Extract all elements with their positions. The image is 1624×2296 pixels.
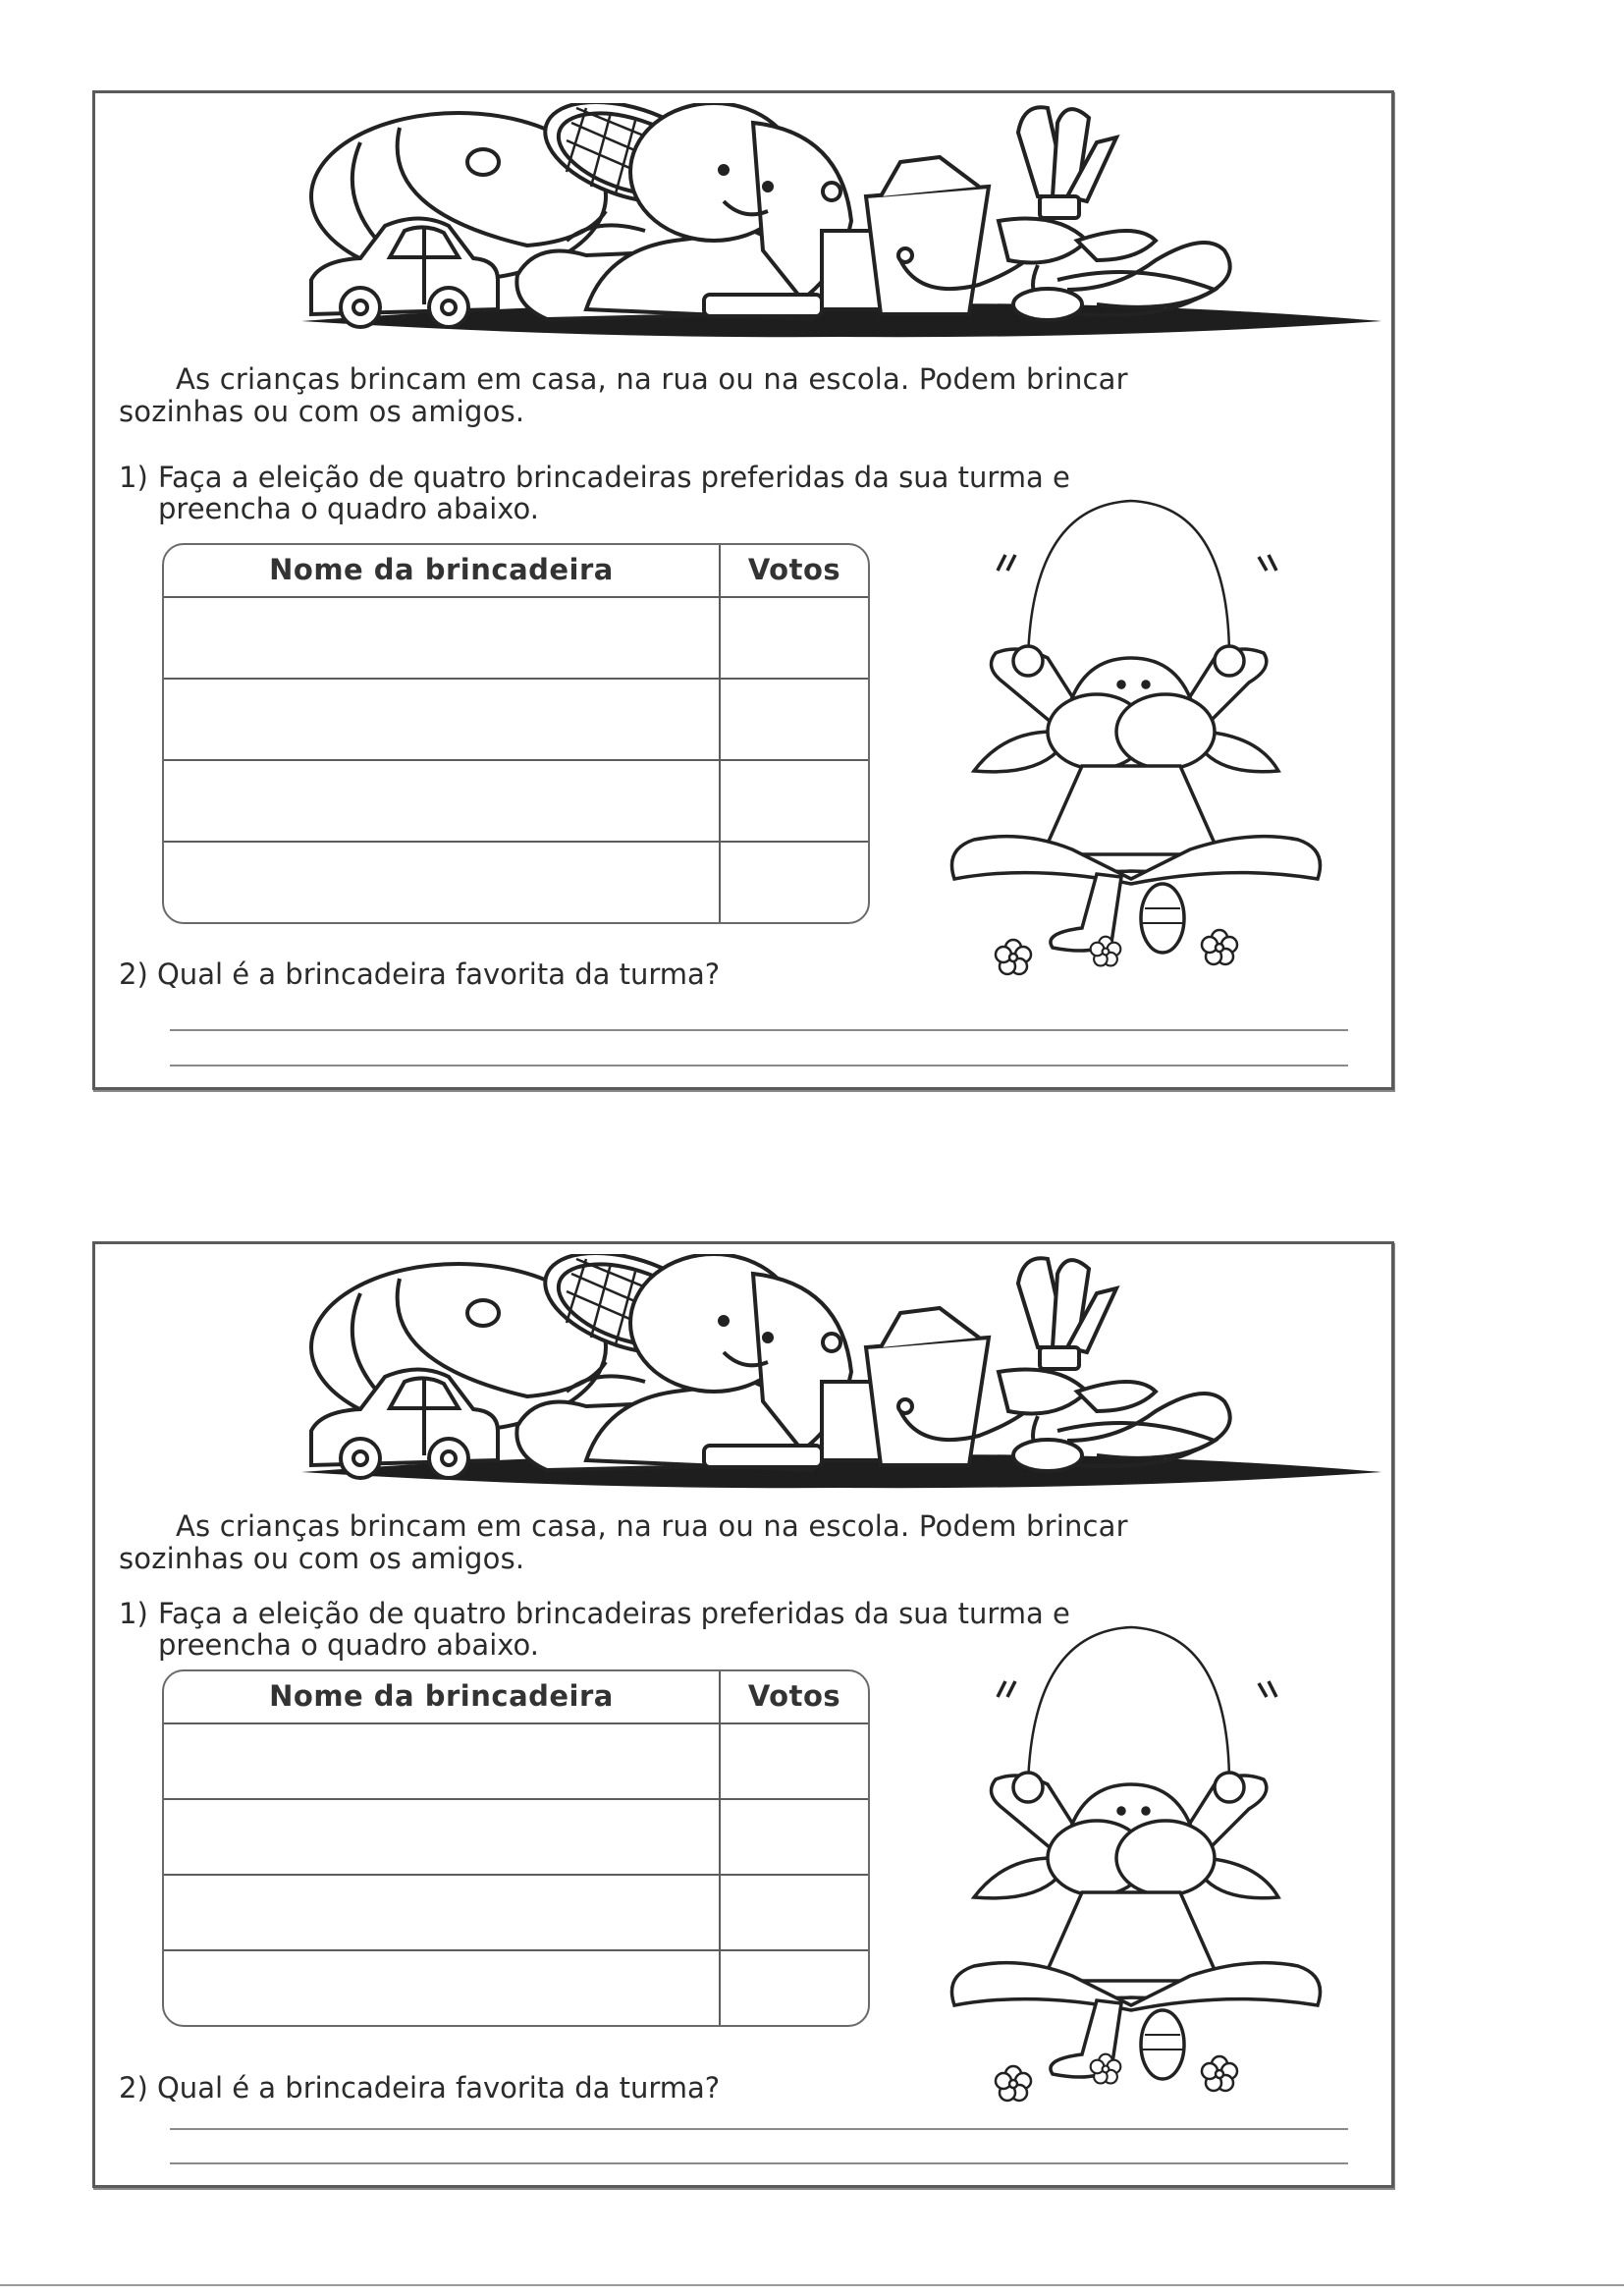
question-1-number: 1): [119, 461, 148, 494]
votes-cell[interactable]: [721, 598, 868, 678]
answer-line-2[interactable]: [170, 2162, 1348, 2164]
question-1-line-2: preencha o quadro abaixo.: [158, 1628, 539, 1662]
flower-icon: [1087, 935, 1124, 968]
table-row: [164, 841, 868, 922]
worksheet-card-2: [92, 1241, 1394, 2188]
game-name-cell[interactable]: [164, 1724, 721, 1798]
votes-table: [162, 1669, 870, 2027]
game-name-cell[interactable]: [164, 680, 721, 759]
answer-line-1[interactable]: [170, 1029, 1348, 1031]
table-row: [164, 1722, 868, 1798]
question-2: 2) Qual é a brincadeira favorita da turma?: [119, 957, 721, 991]
votes-cell[interactable]: [721, 843, 868, 922]
table-row: [164, 596, 868, 678]
game-name-cell[interactable]: [164, 1951, 721, 2025]
toys-banner-illustration: [292, 103, 1401, 344]
table-header-row: [164, 545, 868, 596]
table-row: [164, 1949, 868, 2025]
votes-table: [162, 543, 870, 924]
girl-jumping-rope-illustration: [935, 486, 1347, 1016]
intro-line-1: As crianças brincam em casa, na rua ou na escola. Podem brincar: [176, 362, 1128, 396]
header-game-name: Nome da brincadeira: [164, 545, 721, 596]
question-1-number: 1): [119, 1597, 148, 1630]
table-row: [164, 759, 868, 841]
question-1-line-1: Faça a eleição de quatro brincadeiras preferidas da sua turma e: [158, 461, 1070, 494]
table-header-row: [164, 1671, 868, 1722]
game-name-cell[interactable]: [164, 843, 721, 922]
votes-cell[interactable]: [721, 1951, 868, 2025]
intro-text: [119, 1510, 1366, 1575]
flower-icon: [1087, 2052, 1124, 2086]
votes-cell[interactable]: [721, 1876, 868, 1949]
header-game-name: Nome da brincadeira: [164, 1671, 721, 1722]
intro-text: [119, 363, 1366, 428]
header-votes: Votos: [747, 553, 841, 586]
votes-cell[interactable]: [721, 1800, 868, 1874]
answer-line-2[interactable]: [170, 1065, 1348, 1066]
votes-cell[interactable]: [721, 680, 868, 759]
table-row: [164, 678, 868, 759]
question-1-line-1: Faça a eleição de quatro brincadeiras preferidas da sua turma e: [158, 1597, 1070, 1630]
answer-line-1[interactable]: [170, 2128, 1348, 2130]
votes-cell[interactable]: [721, 761, 868, 841]
table-row: [164, 1798, 868, 1874]
intro-line-2: sozinhas ou com os amigos.: [119, 395, 525, 428]
question-2: 2) Qual é a brincadeira favorita da turma?: [119, 2071, 721, 2105]
game-name-cell[interactable]: [164, 1876, 721, 1949]
toys-banner-illustration: [292, 1254, 1401, 1495]
votes-cell[interactable]: [721, 1724, 868, 1798]
intro-line-2: sozinhas ou com os amigos.: [119, 1542, 525, 1575]
game-name-cell[interactable]: [164, 761, 721, 841]
table-row: [164, 1874, 868, 1949]
game-name-cell[interactable]: [164, 598, 721, 678]
intro-line-1: As crianças brincam em casa, na rua ou na escola. Podem brincar: [176, 1509, 1128, 1543]
question-1-line-2: preencha o quadro abaixo.: [158, 492, 539, 525]
header-votes: Votos: [747, 1679, 841, 1713]
page-bottom-rule: [0, 2284, 1624, 2286]
girl-jumping-rope-illustration: [935, 1613, 1347, 2143]
worksheet-card-1: [92, 90, 1394, 1090]
game-name-cell[interactable]: [164, 1800, 721, 1874]
